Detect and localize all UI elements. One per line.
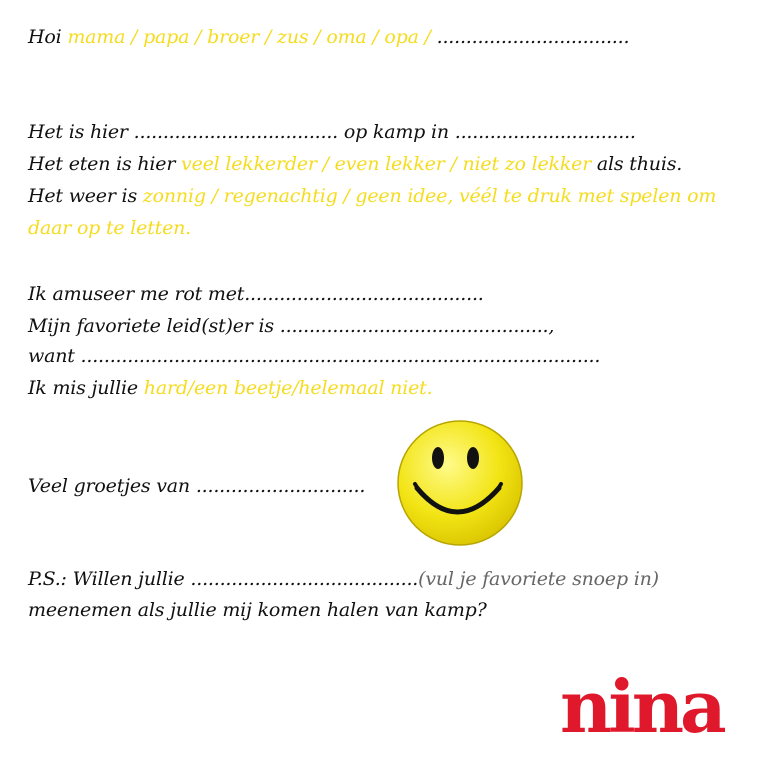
fun-line <box>28 282 484 306</box>
closing-line <box>28 474 365 498</box>
food-suffix: als thuis. <box>591 153 683 175</box>
weather-prefix: Het weer is <box>28 185 143 207</box>
because-blank: ......................................................................................... <box>80 345 601 367</box>
miss-options: hard/een beetje/helemaal niet. <box>143 377 433 399</box>
greeting-line <box>28 25 629 49</box>
ps-blank: ....................................... <box>190 568 419 590</box>
leader-text: Mijn favoriete leid(st)er is <box>28 315 280 337</box>
food-options: veel lekkerder / even lekker / niet zo lekker <box>181 153 592 175</box>
smiley-face-icon <box>395 418 525 548</box>
weather-line-2 <box>28 216 191 240</box>
miss-line <box>28 376 432 400</box>
food-prefix: Het eten is hier <box>28 153 182 175</box>
leader-line <box>28 314 554 338</box>
food-line <box>28 152 682 176</box>
closing-text: Veel groetjes van <box>28 475 196 497</box>
camp-blank-1: ................................... <box>133 121 339 143</box>
weather-options-1: zonnig / regenachtig / geen idee, véél te druk met spelen om <box>142 185 717 207</box>
closing-blank: ............................. <box>195 475 366 497</box>
camp-middle: op kamp in <box>338 121 455 143</box>
weather-options-2: daar op te letten. <box>28 217 192 239</box>
logo-text: nina <box>560 670 723 745</box>
camp-blank-2: ............................... <box>454 121 636 143</box>
fun-text: Ik amuseer me rot met <box>28 283 245 305</box>
nina-logo <box>560 670 745 745</box>
leader-blank: .............................................., <box>279 315 555 337</box>
fun-blank: ......................................... <box>244 283 484 305</box>
because-line <box>28 344 600 368</box>
greeting-options: mama / papa / broer / zus / oma / opa / <box>67 26 431 48</box>
greeting-blank: ................................. <box>430 26 630 48</box>
weather-line-1 <box>28 184 716 208</box>
ps-hint: (vul je favoriete snoep in) <box>418 568 659 590</box>
ps-line-2 <box>28 598 487 622</box>
miss-prefix: Ik mis jullie <box>28 377 144 399</box>
ps-prefix: P.S.: Willen jullie <box>28 568 191 590</box>
ps-line-1 <box>28 567 659 591</box>
camp-line <box>28 120 636 144</box>
ps-line-2-text: meenemen als jullie mij komen halen van kamp? <box>28 599 487 621</box>
greeting-prefix: Hoi <box>28 26 68 48</box>
because-text: want <box>28 345 81 367</box>
camp-prefix: Het is hier <box>28 121 134 143</box>
